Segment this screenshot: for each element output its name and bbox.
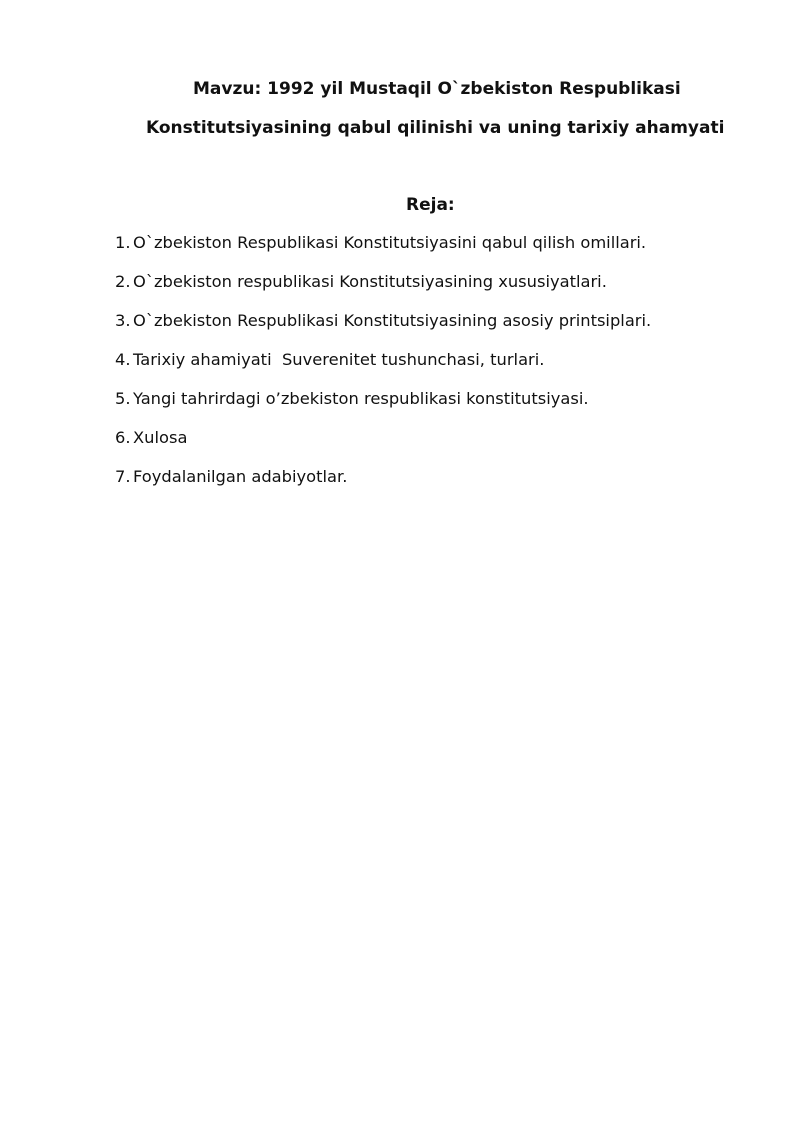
- plan-heading: Reja:: [406, 195, 455, 215]
- plan-item-7: [115, 466, 651, 505]
- plan-item-number: 4.: [115, 350, 131, 369]
- plan-item-6: [115, 427, 651, 466]
- plan-item-4: [115, 349, 651, 388]
- document-title-line-2: Konstitutsiyasining qabul qilinishi va uning tarixiy ahamyati: [146, 118, 725, 138]
- plan-item-number: 6.: [115, 428, 131, 447]
- plan-item-number: 5.: [115, 389, 131, 408]
- plan-item-2: [115, 271, 651, 310]
- plan-item-text: O`zbekiston respublikasi Konstitutsiyasining xususiyatlari.: [133, 272, 607, 291]
- plan-item-text: O`zbekiston Respublikasi Konstitutsiyasini qabul qilish omillari.: [133, 233, 647, 252]
- document-title-line-1: Mavzu: 1992 yil Mustaqil O`zbekiston Respublikasi: [193, 79, 681, 99]
- plan-item-1: [115, 232, 651, 271]
- plan-item-number: 3.: [115, 311, 131, 330]
- plan-item-text: O`zbekiston Respublikasi Konstitutsiyasining asosiy printsiplari.: [133, 311, 652, 330]
- plan-list: [115, 232, 651, 505]
- plan-item-text: Tarixiy ahamiyati Suverenitet tushunchasi, turlari.: [133, 350, 545, 369]
- plan-item-number: 7.: [115, 467, 131, 486]
- plan-item-5: [115, 388, 651, 427]
- plan-item-number: 2.: [115, 272, 131, 291]
- plan-item-text: Yangi tahrirdagi o’zbekiston respublikasi konstitutsiyasi.: [133, 389, 589, 408]
- plan-item-text: Foydalanilgan adabiyotlar.: [133, 467, 348, 486]
- plan-item-text: Xulosa: [133, 428, 188, 447]
- plan-item-3: [115, 310, 651, 349]
- plan-item-number: 1.: [115, 233, 131, 252]
